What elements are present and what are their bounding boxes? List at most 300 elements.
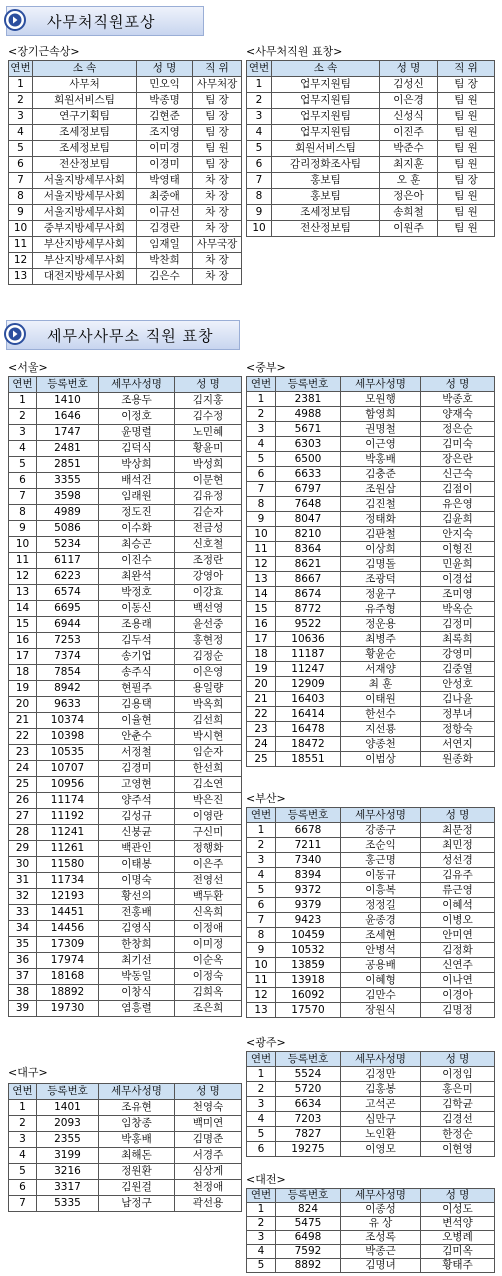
daegu-caption: <대구> [8,1066,48,1079]
table-row [247,109,495,125]
table-cell: 박옥희 [175,697,242,713]
table-header-row [247,377,495,392]
table-cell: 7 [9,489,37,505]
table-cell: 김유정 [175,489,242,505]
table-cell: 정태화 [341,512,421,527]
column-header: 등록번호 [276,377,341,392]
table-row [247,1231,495,1245]
table-cell: 이정임 [421,1067,495,1082]
table-cell: 김소연 [175,777,242,793]
table-cell: 6695 [37,601,99,617]
table-cell: 4 [247,1245,276,1259]
table-cell: 6498 [276,1231,341,1245]
table-cell: 12 [247,557,276,572]
column-header: 등록번호 [37,377,99,393]
table-cell: 7 [247,173,272,189]
table-cell: 6 [9,1180,37,1196]
table-cell: 팀 원 [438,109,495,125]
column-header: 연번 [247,377,276,392]
table-cell: 7340 [276,853,341,868]
table-cell: 김용택 [99,697,175,713]
table-row [9,841,242,857]
table-cell: 2093 [37,1116,99,1132]
table-cell: 3 [247,853,276,868]
table-cell: 이형진 [421,542,495,557]
table-row [247,1082,495,1097]
table-cell: 부산지방세무사회 [33,253,137,269]
table-cell: 35 [9,937,37,953]
table-cell: 조순익 [341,838,421,853]
table-cell: 박준수 [380,141,438,157]
table-cell: 6 [247,898,276,913]
table-cell: 13 [9,269,33,285]
table-row [9,157,242,173]
table-cell: 차 장 [193,221,242,237]
table-cell: 조용두 [99,393,175,409]
table-header-row [247,1052,495,1067]
table-cell: 사무처장 [193,77,242,93]
table-cell: 한선수 [341,707,421,722]
table-cell: 5524 [276,1067,341,1082]
table-cell: 2 [247,93,272,109]
table-row [9,969,242,985]
table-cell: 홍은미 [421,1082,495,1097]
table-cell: 21 [247,692,276,707]
table-cell: 박은진 [175,793,242,809]
table-row [9,649,242,665]
table-cell: 정은순 [421,422,495,437]
table-cell: 3 [247,422,276,437]
table-cell: 이미경 [137,141,193,157]
table-cell: 8210 [276,527,341,542]
table-cell: 조미영 [421,587,495,602]
table-cell: 이혜형 [341,973,421,988]
table-cell: 13 [247,1003,276,1018]
table-cell: 양주석 [99,793,175,809]
table-cell: 이진주 [380,125,438,141]
busan-caption: <부산> [246,792,286,805]
table-cell: 김정화 [421,943,495,958]
table-row [247,527,495,542]
table-cell: 11192 [37,809,99,825]
table-row [9,1116,242,1132]
table-row [9,269,242,285]
table-row [247,205,495,221]
table-cell: 7592 [276,1245,341,1259]
table-cell: 8892 [276,1259,341,1273]
table-cell: 김선희 [175,713,242,729]
table-cell: 김덕식 [99,441,175,457]
table-row [9,633,242,649]
table-cell: 조세정보팀 [272,205,380,221]
table-cell: 이은경 [380,93,438,109]
table-cell: 박종호 [421,392,495,407]
table-cell: 민오익 [137,77,193,93]
table-row [9,985,242,1001]
table-cell: 5 [247,1259,276,1273]
table-row [247,928,495,943]
table-cell: 김정만 [341,1067,421,1082]
table-cell: 전홍배 [99,905,175,921]
column-header: 소 속 [272,61,380,77]
table-cell: 송희철 [380,205,438,221]
table-cell: 차 장 [193,269,242,285]
table-cell: 5 [247,1127,276,1142]
table-cell: 10532 [276,943,341,958]
column-header: 성 명 [175,1084,242,1100]
table-row [247,692,495,707]
table-row [9,617,242,633]
table-cell: 10535 [37,745,99,761]
column-header: 성 명 [175,377,242,393]
table-row [247,988,495,1003]
table-cell: 25 [247,752,276,767]
table-cell: 팀 장 [438,173,495,189]
table-cell: 황윤순 [341,647,421,662]
table-cell: 16092 [276,988,341,1003]
table-row [9,953,242,969]
table-cell: 팀 장 [193,157,242,173]
table-row [247,958,495,973]
table-row [9,761,242,777]
table-cell: 15 [247,602,276,617]
table-row [247,77,495,93]
table-cell: 18 [247,647,276,662]
table-cell: 1 [9,393,37,409]
table-cell: 팀 원 [438,189,495,205]
table-row [247,1259,495,1273]
table-cell: 공용배 [341,958,421,973]
table-row [247,141,495,157]
table-cell: 김수정 [175,409,242,425]
table-cell: 고영현 [99,777,175,793]
table-cell: 8667 [276,572,341,587]
table-cell: 팀 원 [438,93,495,109]
table-cell: 10 [247,958,276,973]
table-cell: 류근영 [421,883,495,898]
table-cell: 박종근 [341,1245,421,1259]
table-cell: 8772 [276,602,341,617]
table-cell: 임재일 [137,237,193,253]
table-cell: 김판철 [341,527,421,542]
table-cell: 안춘수 [99,729,175,745]
table-row [247,1142,495,1157]
table-cell: 김점이 [421,482,495,497]
table-cell: 9372 [276,883,341,898]
table-cell: 팀 장 [193,125,242,141]
table-cell: 6634 [276,1097,341,1112]
table-header-row [247,808,495,823]
table-row [247,557,495,572]
table-row [9,141,242,157]
column-header: 성 명 [421,1189,495,1203]
table-cell: 백선영 [175,601,242,617]
table-row [9,125,242,141]
table-cell: 박정호 [99,585,175,601]
table-cell: 6 [9,473,37,489]
table-cell: 업무지원팀 [272,93,380,109]
table-cell: 6574 [37,585,99,601]
table-cell: 6117 [37,553,99,569]
table-cell: 정정길 [341,898,421,913]
table-cell: 윤선중 [175,617,242,633]
table-cell: 36 [9,953,37,969]
table-cell: 민윤희 [421,557,495,572]
office-award-title: 세무사사무소 직원 표창 [47,326,214,345]
table-row [247,1067,495,1082]
table-row [247,587,495,602]
table-cell: 이종성 [341,1203,421,1217]
table-cell: 9 [9,521,37,537]
table-cell: 16478 [276,722,341,737]
table-row [247,497,495,512]
table-cell: 2 [247,838,276,853]
table-cell: 8674 [276,587,341,602]
table-row [247,93,495,109]
table-cell: 김현준 [137,109,193,125]
table-row [247,467,495,482]
table-row [9,1132,242,1148]
table-cell: 홍보팀 [272,173,380,189]
table-cell: 5 [9,457,37,473]
table-cell: 김경미 [99,761,175,777]
table-cell: 이영란 [175,809,242,825]
circle-arrow-icon [4,323,26,345]
table-cell: 2 [9,409,37,425]
table-cell: 22 [9,729,37,745]
table-row [247,823,495,838]
table-cell: 2851 [37,457,99,473]
table-cell: 이창식 [99,985,175,1001]
table-cell: 16414 [276,707,341,722]
table-cell: 이은주 [175,857,242,873]
table-cell: 7854 [37,665,99,681]
table-row [9,809,242,825]
table-cell: 감리정화조사팀 [272,157,380,173]
table-row [247,913,495,928]
table-cell: 10 [9,221,33,237]
jungbu-caption: <중부> [246,361,286,374]
table-cell: 최완석 [99,569,175,585]
table-row [9,777,242,793]
column-header: 세무사성명 [341,1052,421,1067]
table-cell: 서울지방세무사회 [33,205,137,221]
table-row [9,1180,242,1196]
table-cell: 6500 [276,452,341,467]
circle-arrow-icon [4,9,26,31]
table-cell: 강영아 [175,569,242,585]
table-cell: 윤명렬 [99,425,175,441]
table-cell: 4 [247,1112,276,1127]
table-row [9,921,242,937]
table-row [247,943,495,958]
table-cell: 33 [9,905,37,921]
table-cell: 6 [247,157,272,173]
table-cell: 노인환 [341,1127,421,1142]
table-row [9,1100,242,1116]
table-cell: 3 [9,1132,37,1148]
table-cell: 이현영 [421,1142,495,1157]
table-cell: 19730 [37,1001,99,1017]
table-cell: 박영태 [137,173,193,189]
table-cell: 39 [9,1001,37,1017]
table-cell: 조정란 [175,553,242,569]
table-cell: 박동일 [99,969,175,985]
table-row [247,737,495,752]
table-cell: 1410 [37,393,99,409]
table-cell: 10 [247,221,272,237]
table-cell: 김은수 [137,269,193,285]
table-row [9,409,242,425]
table-row [9,1164,242,1180]
column-header: 성 명 [137,61,193,77]
table-cell: 2 [9,1116,37,1132]
table-cell: 차 장 [193,253,242,269]
table-row [247,542,495,557]
table-cell: 4 [247,868,276,883]
table-cell: 안성호 [421,677,495,692]
table-cell: 함영희 [341,407,421,422]
table-row [9,873,242,889]
table-cell: 전산정보팀 [272,221,380,237]
table-cell: 천정애 [175,1180,242,1196]
table-cell: 3 [247,109,272,125]
table-cell: 이은영 [175,665,242,681]
commendation-table [246,60,495,237]
table-cell: 정항숙 [421,722,495,737]
table-cell: 7648 [276,497,341,512]
table-row [9,77,242,93]
table-cell: 5 [247,141,272,157]
table-cell: 최록희 [421,632,495,647]
table-cell: 황선의 [99,889,175,905]
table-row [247,572,495,587]
table-cell: 16 [247,617,276,632]
table-cell: 박홍배 [341,452,421,467]
table-row [9,521,242,537]
table-cell: 11187 [276,647,341,662]
table-cell: 12 [9,253,33,269]
table-cell: 9 [9,205,33,221]
table-cell: 17 [9,649,37,665]
table-cell: 7 [9,173,33,189]
table-cell: 4988 [276,407,341,422]
table-cell: 오 훈 [380,173,438,189]
table-cell: 송기업 [99,649,175,665]
table-cell: 3598 [37,489,99,505]
table-row [247,677,495,692]
table-cell: 연구기획팀 [33,109,137,125]
table-row [247,189,495,205]
table-cell: 4989 [37,505,99,521]
table-cell: 17974 [37,953,99,969]
table-cell: 2381 [276,392,341,407]
table-cell: 13918 [276,973,341,988]
table-row [247,1203,495,1217]
table-cell: 팀 장 [438,77,495,93]
table-cell: 5234 [37,537,99,553]
table-row [9,793,242,809]
table-cell: 김명준 [175,1132,242,1148]
table-header-row [9,377,242,393]
table-cell: 8 [9,505,37,521]
table-cell: 지선룡 [341,722,421,737]
table-row [247,853,495,868]
table-cell: 김경란 [137,221,193,237]
table-row [247,883,495,898]
table-cell: 서정철 [99,745,175,761]
table-header-row [9,1084,242,1100]
table-cell: 29 [9,841,37,857]
table-cell: 신옥희 [175,905,242,921]
table-cell: 변석양 [421,1217,495,1231]
column-header: 직 위 [193,61,242,77]
table-cell: 4 [247,125,272,141]
table-cell: 3 [9,109,33,125]
table-cell: 11247 [276,662,341,677]
table-cell: 김중열 [421,662,495,677]
table-row [9,585,242,601]
table-cell: 이순옥 [175,953,242,969]
table-cell: 강영미 [421,647,495,662]
table-cell: 19 [247,662,276,677]
table-cell: 안지숙 [421,527,495,542]
table-cell: 1 [9,1100,37,1116]
table-cell: 조용래 [99,617,175,633]
table-cell: 14451 [37,905,99,921]
table-row [9,237,242,253]
table-cell: 서재양 [341,662,421,677]
table-cell: 남정구 [99,1196,175,1212]
table-row [247,602,495,617]
column-header: 연번 [9,377,37,393]
table-cell: 23 [247,722,276,737]
table-row [9,1196,242,1212]
table-cell: 이근영 [341,437,421,452]
table-cell: 6944 [37,617,99,633]
table-header-row [9,61,242,77]
table-cell: 7 [247,482,276,497]
table-row [9,221,242,237]
table-cell: 박성희 [175,457,242,473]
table-cell: 1 [247,1067,276,1082]
table-row [247,452,495,467]
table-cell: 김유주 [421,868,495,883]
table-header-row [247,1189,495,1203]
table-cell: 11261 [37,841,99,857]
table-cell: 김명정 [421,1003,495,1018]
table-cell: 9 [247,512,276,527]
table-cell: 이나연 [421,973,495,988]
table-row [9,697,242,713]
table-cell: 최해돈 [99,1148,175,1164]
table-cell: 37 [9,969,37,985]
table-cell: 팀 장 [193,93,242,109]
table-cell: 8 [9,189,33,205]
table-cell: 임래원 [99,489,175,505]
table-cell: 9 [247,205,272,221]
table-cell: 임창종 [99,1116,175,1132]
table-cell: 배석건 [99,473,175,489]
busan-table [246,807,495,1018]
table-cell: 김나윤 [421,692,495,707]
table-cell: 서연지 [421,737,495,752]
table-cell: 6 [247,1142,276,1157]
table-cell: 14 [9,601,37,617]
table-cell: 최문정 [421,823,495,838]
table-cell: 이혜석 [421,898,495,913]
office-award-banner [6,320,240,350]
